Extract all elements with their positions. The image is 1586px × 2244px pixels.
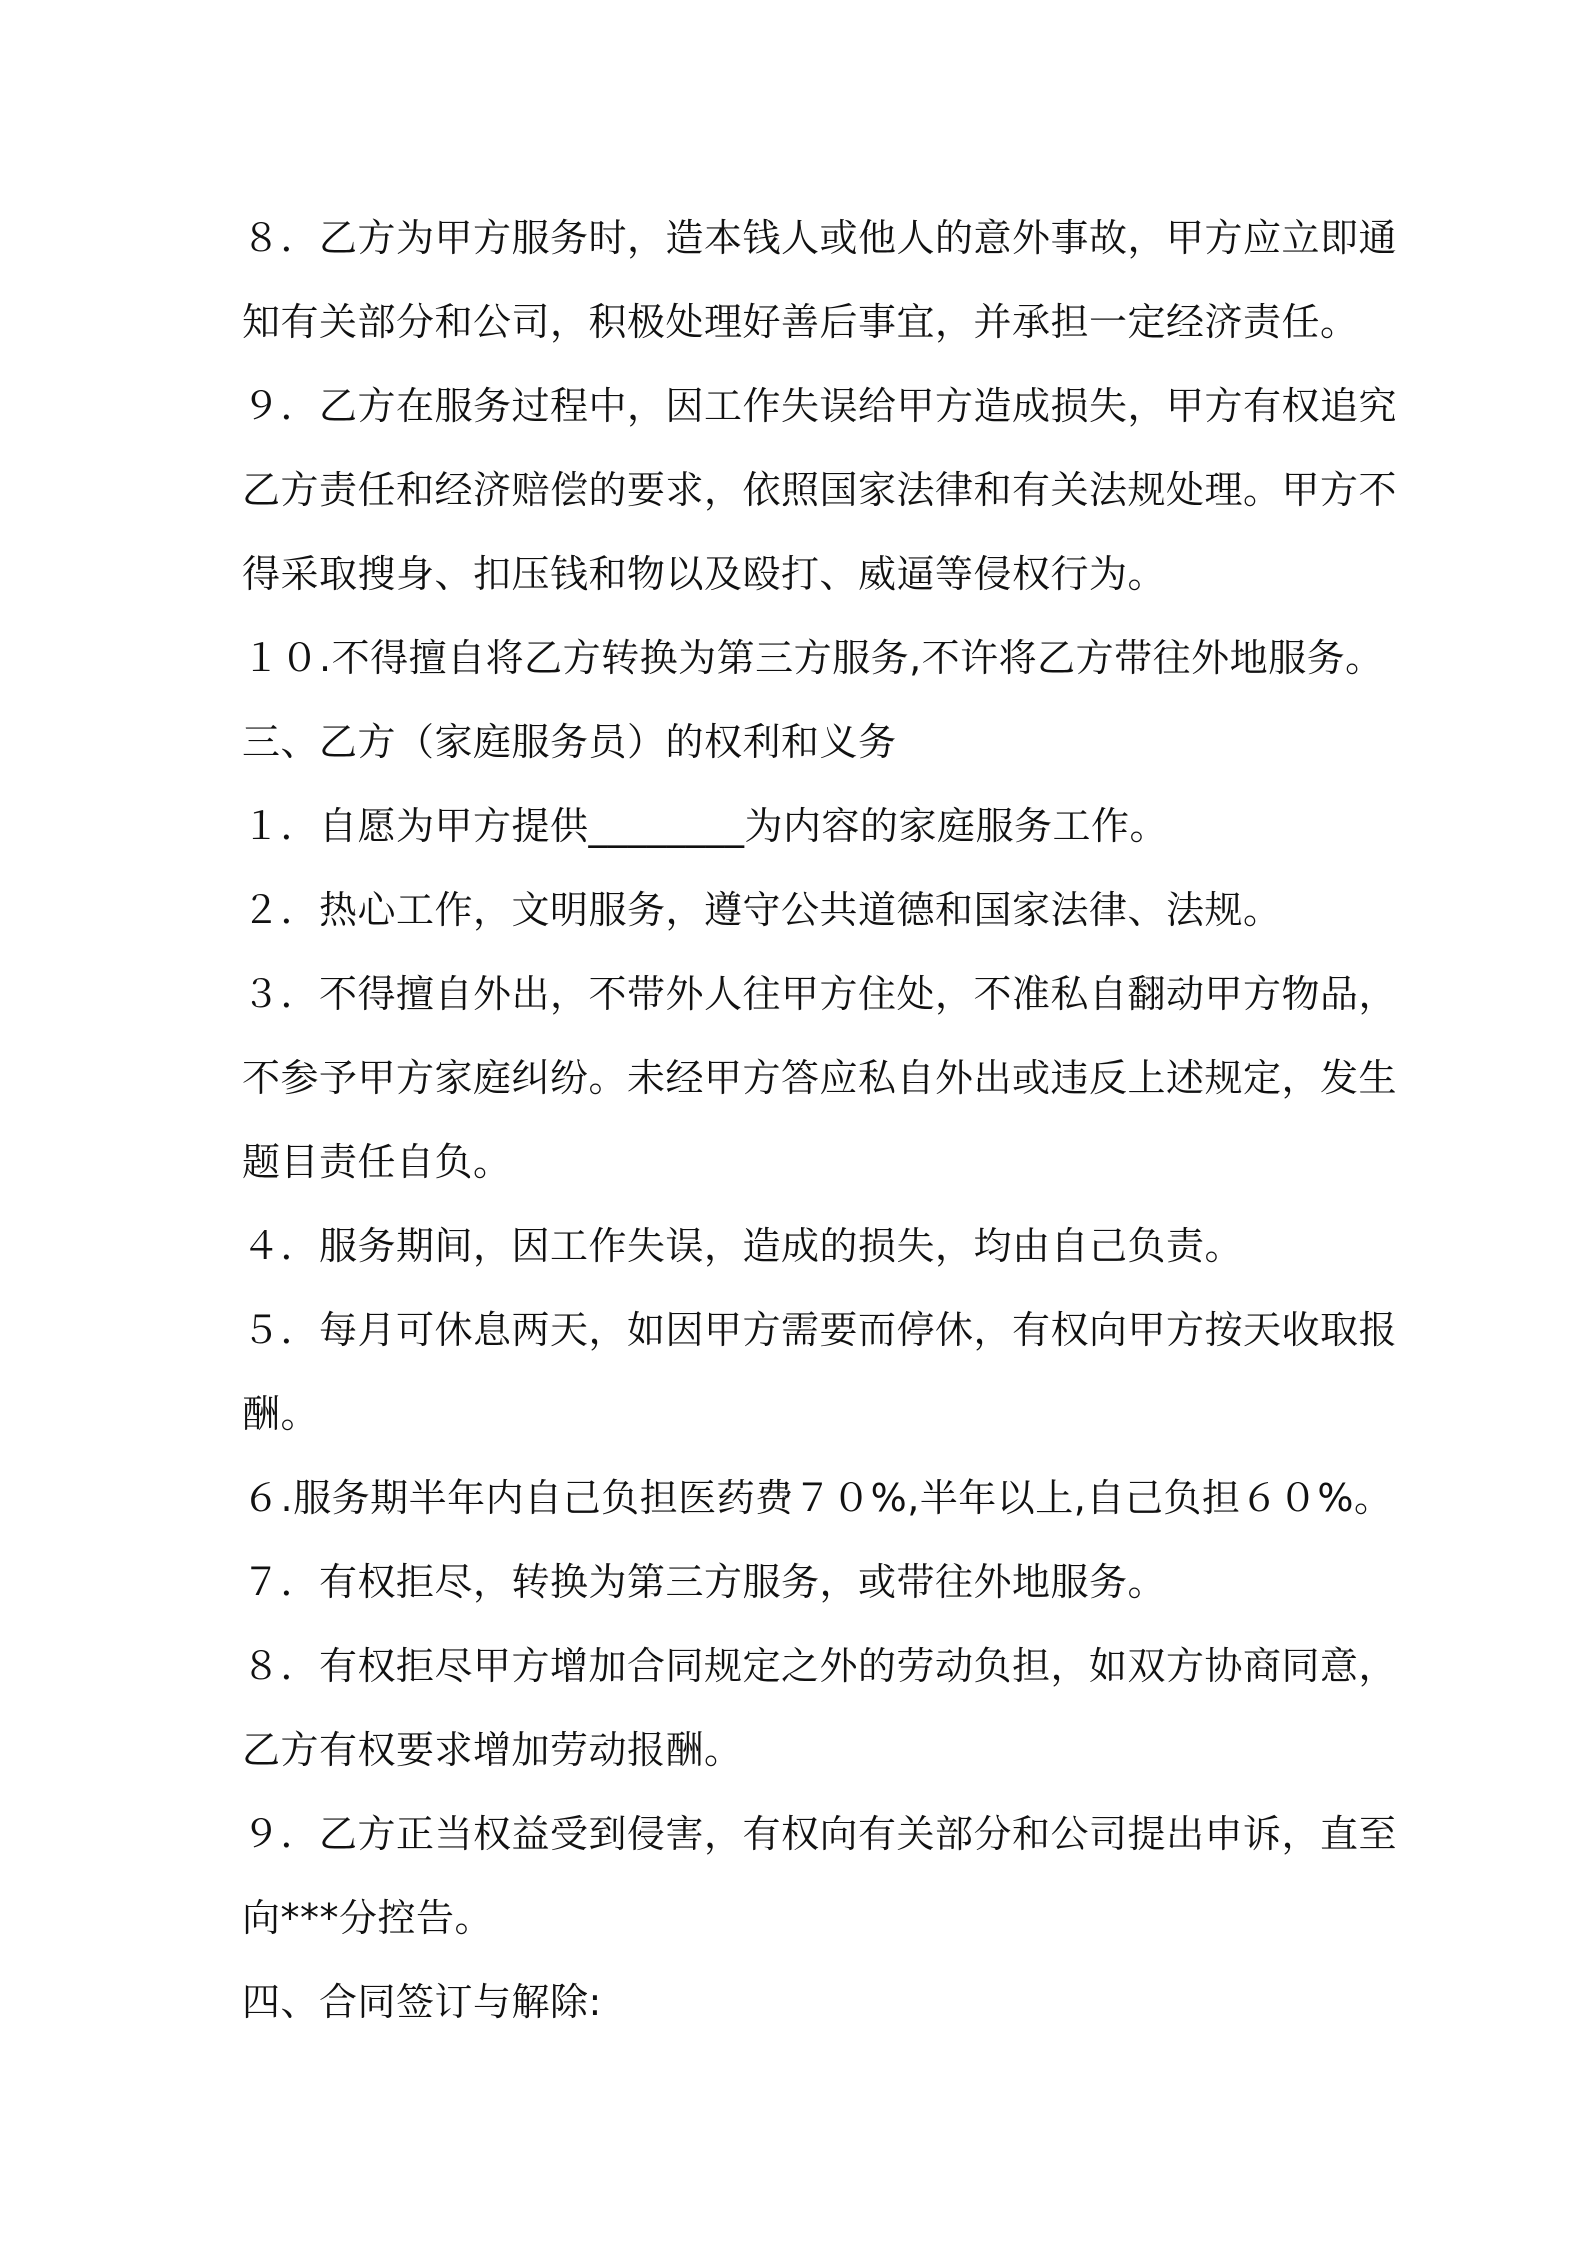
clause-line: ８．乙方为甲方服务时，造本钱人或他人的意外事故，甲方应立即通 (242, 216, 1398, 260)
contract-text (242, 196, 1398, 2044)
clause-line: 知有关部分和公司，积极处理好善后事宜，并承担一定经济责任。 (242, 300, 1359, 344)
clause-line: ３．不得擅自外出，不带外人往甲方住处，不准私自翻动甲方物品， (242, 972, 1398, 1016)
clause-line: １０.不得擅自将乙方转换为第三方服务,不许将乙方带往外地服务。 (242, 636, 1384, 680)
clause-line: ９．乙方在服务过程中，因工作失误给甲方造成损失，甲方有权追究 (242, 384, 1398, 428)
clause-line: 题目责任自负。 (242, 1140, 512, 1184)
clause-line: ８．有权拒尽甲方增加合同规定之外的劳动负担，如双方协商同意， (242, 1644, 1398, 1688)
clause-line: ５．每月可休息两天，如因甲方需要而停休，有权向甲方按天收取报 (242, 1308, 1398, 1352)
clause-line: 乙方责任和经济赔偿的要求，依照国家法律和有关法规处理。甲方不 (242, 468, 1398, 512)
section-heading: 四、合同签订与解除: (242, 1980, 602, 2024)
clause-line: 得采取搜身、扣压钱和物以及殴打、威逼等侵权行为。 (242, 552, 1167, 596)
clause-line: 向***分控告。 (242, 1896, 494, 1940)
clause-line: ９．乙方正当权益受到侵害，有权向有关部分和公司提出申诉，直至 (242, 1812, 1398, 1856)
clause-line: ６.服务期半年内自己负担医药费７０%,半年以上,自己负担６０%。 (242, 1476, 1393, 1520)
section-heading: 三、乙方（家庭服务员）的权利和义务 (242, 720, 897, 764)
clause-line: 酬。 (242, 1392, 320, 1436)
clause-line: ２．热心工作，文明服务，遵守公共道德和国家法律、法规。 (242, 888, 1282, 932)
clause-line: 不参予甲方家庭纠纷。未经甲方答应私自外出或违反上述规定，发生 (242, 1056, 1398, 1100)
clause-line: ４．服务期间，因工作失误，造成的损失，均由自己负责。 (242, 1224, 1244, 1268)
clause-line: ７．有权拒尽，转换为第三方服务，或带往外地服务。 (242, 1560, 1167, 1604)
clause-line: １．自愿为甲方提供________为内容的家庭服务工作。 (242, 804, 1169, 848)
clause-line: 乙方有权要求增加劳动报酬。 (242, 1728, 743, 1772)
